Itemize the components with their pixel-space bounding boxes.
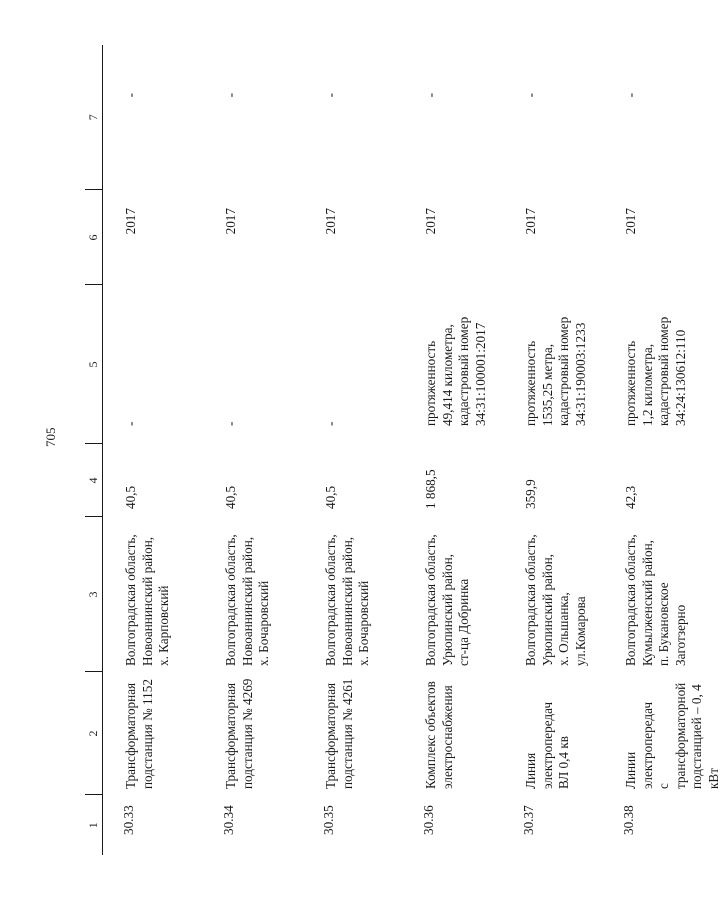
object-value: 40,5 (123, 485, 138, 509)
object-note: - (123, 93, 138, 98)
object-value: 40,5 (223, 485, 238, 509)
object-name: Трансформаторная подстанция № 1152 (123, 679, 155, 789)
object-year: 2017 (423, 208, 438, 235)
object-note: - (523, 93, 538, 98)
rotated-page (85, 45, 721, 855)
object-address: Волгоградская область, Новоаннинский район, х. Карповский (123, 534, 171, 666)
table-row (503, 45, 603, 855)
object-details: протяженность 49,414 километра, кадастровый номер 34:31:100001:2017 (423, 316, 488, 426)
row-number: 30.34 (221, 805, 236, 835)
row-number: 30.37 (521, 805, 536, 835)
page-number: 705 (43, 427, 58, 447)
column-header: 7 (85, 45, 103, 190)
property-register-table (85, 45, 722, 855)
row-number: 30.38 (621, 805, 636, 835)
object-value: 1 868,5 (423, 469, 438, 509)
table-row (403, 45, 503, 855)
object-name: Линия электропередач ВЛ 0,4 кв (523, 701, 571, 789)
object-year: 2017 (623, 208, 638, 235)
object-note: - (223, 93, 238, 98)
object-value: 40,5 (323, 485, 338, 509)
object-note: - (323, 93, 338, 98)
column-header: 5 (85, 285, 103, 444)
row-number: 30.36 (421, 805, 436, 835)
object-details: - (223, 421, 238, 426)
column-number-header (85, 45, 103, 855)
column-header: 1 (85, 795, 103, 855)
object-name: Трансформаторная подстанция № 4269 (223, 678, 255, 789)
object-details: протяженность 1535,25 метра, кадастровый номер 34:31:190003:1233 (523, 316, 588, 426)
object-note: - (423, 93, 438, 98)
table-row (303, 45, 403, 855)
object-value: 42,3 (623, 485, 638, 509)
object-address: Волгоградская область, Кумылженский район, п. Букановское Заготзерно (623, 534, 688, 666)
column-header: 3 (85, 517, 103, 672)
object-address: Волгоградская область, Урюпинский район, х. Ольшанка, ул.Комарова (523, 534, 588, 666)
object-details: - (123, 421, 138, 426)
object-details: протяженность 1,2 километра, кадастровый номер 34:24:130612:110 (623, 316, 688, 426)
object-note: - (623, 93, 638, 98)
object-year: 2017 (223, 208, 238, 235)
row-number: 30.35 (321, 805, 336, 835)
column-header: 4 (85, 444, 103, 517)
object-address: Волгоградская область, Урюпинский район, ст-ца Добринка (423, 534, 471, 666)
table-row (103, 45, 204, 855)
object-name: Трансформаторная подстанция № 4261 (323, 678, 355, 789)
column-header: 6 (85, 190, 103, 285)
object-details: - (323, 421, 338, 426)
object-address: Волгоградская область, Новоаннинский район, х. Бочаровский (323, 534, 371, 666)
object-name: Линии электропередач с трансформаторной подстанцией – 0, 4 кВт (623, 682, 721, 789)
object-year: 2017 (123, 208, 138, 235)
column-header: 2 (85, 672, 103, 795)
table-row (603, 45, 722, 855)
object-year: 2017 (523, 208, 538, 235)
table-row (203, 45, 303, 855)
object-address: Волгоградская область, Новоаннинский район, х. Бочаровский (223, 534, 271, 666)
object-year: 2017 (323, 208, 338, 235)
row-number: 30.33 (121, 805, 136, 835)
object-value: 359,9 (523, 479, 538, 509)
object-name: Комплекс объектов электроснабжения (423, 681, 455, 789)
